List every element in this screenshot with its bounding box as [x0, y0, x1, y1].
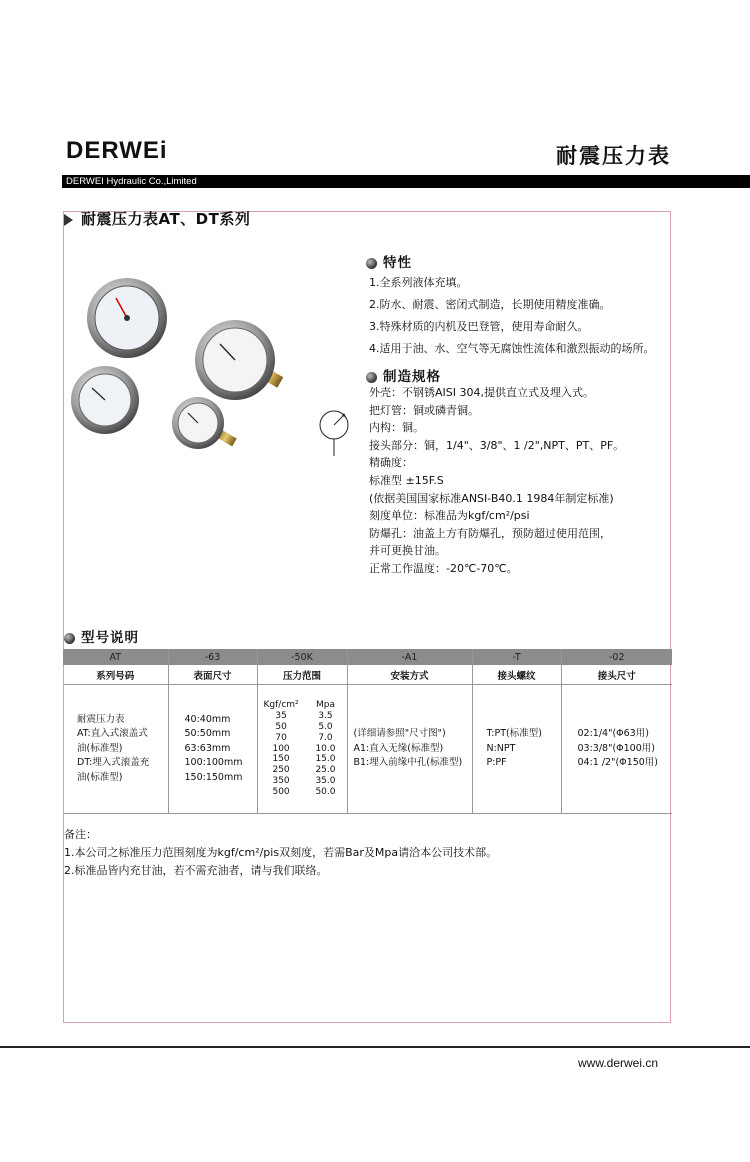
thread-cell: T:PT(标准型) N:NPT P:PF [472, 685, 561, 814]
mpa-column: Mpa 3.5 5.0 7.0 10.0 15.0 25.0 35.0 50.0 [315, 700, 336, 797]
website-link[interactable]: www.derwei.cn [578, 1056, 659, 1070]
range-cell [257, 685, 347, 814]
code-cell: -A1 [347, 649, 472, 665]
company-name: DERWEI Hydraulic Co.,Limited [66, 176, 197, 187]
note-item: 2.标准品皆内充甘油，若不需充油者，请与我们联络。 [64, 864, 328, 877]
kgf-column: Kgf/cm² 35 50 70 100 150 250 350 500 [263, 700, 299, 797]
footer-divider [0, 1046, 750, 1048]
spec-line: 标准型 ±15F.S [369, 473, 444, 487]
page-title: 耐震压力表 [556, 144, 671, 168]
spec-line: 并可更换甘油。 [369, 544, 446, 558]
brand-logo: DERWEi [66, 137, 168, 164]
code-cell: -02 [561, 649, 672, 665]
gauge-large-front [195, 320, 283, 400]
label-cell: 接头螺纹 [472, 665, 561, 685]
label-cell: 压力范围 [257, 665, 347, 685]
triangle-icon [64, 214, 73, 226]
conn-size-cell: 02:1/4"(Φ63用) 03:3/8"(Φ100用) 04:1 /2"(Φ150用) [561, 685, 672, 814]
spec-line: 把灯管：铜或磷青铜。 [369, 403, 479, 417]
gauge-flange [71, 366, 139, 434]
spec-line: 刻度单位：标准品为kgf/cm²/psi [369, 509, 530, 523]
gauge-large-back [87, 278, 167, 358]
features-list [369, 274, 655, 358]
feature-item: 1.全系列液体充填。 [369, 276, 468, 289]
label-cell: 安装方式 [347, 665, 472, 685]
spec-line: 内构：铜。 [369, 421, 424, 435]
code-cell: AT [63, 649, 168, 665]
product-photo [70, 270, 290, 460]
feature-item: 2.防水、耐震、密闭式制造，长期使用精度准确。 [369, 298, 611, 311]
spec-line: (依据美国国家标准ANSI-B40.1 1984年制定标准) [369, 491, 614, 505]
spec-line: 防爆孔：油盖上方有防爆孔，预防超过使用范围， [369, 526, 611, 540]
dial-diagram [318, 408, 352, 458]
section-title: 耐震压力表AT、DT系列 [64, 208, 250, 229]
bullet-icon [64, 633, 75, 644]
code-cell: -63 [168, 649, 257, 665]
model-table [63, 649, 672, 814]
note-item: 1.本公司之标准压力范围刻度为kgf/cm²/pis双刻度，若需Bar及Mpa请洽本公司技术部。 [64, 846, 498, 859]
series-cell: 耐震压力表 AT:直入式滚盖式 油(标准型) DT:埋入式滚盖充 油(标准型) [63, 685, 168, 814]
spec-line: 接头部分：铜，1/4"、3/8"、1 /2",NPT、PT、PF。 [369, 438, 625, 452]
features-heading: 特性 [366, 251, 412, 271]
notes-heading: 备注： [64, 828, 97, 841]
code-cell: -T [472, 649, 561, 665]
mounting-cell: (详细请参照"尺寸图") A1:直入无缘(标准型) B1:埋入前缘中孔(标准型) [347, 685, 472, 814]
spec-line: 精确度： [369, 456, 413, 470]
size-cell: 40:40mm 50:50mm 63:63mm 100:100mm 150:150mm [168, 685, 257, 814]
bullet-icon [366, 372, 377, 383]
label-cell: 表面尺寸 [168, 665, 257, 685]
specs-list [369, 384, 624, 578]
notes [64, 826, 497, 880]
bullet-icon [366, 258, 377, 269]
feature-item: 4.适用于油、水、空气等无腐蚀性流体和激烈振动的场所。 [369, 342, 655, 355]
spec-line: 外壳：不钢锈AISI 304,提供直立式及埋入式。 [369, 386, 594, 399]
specs-heading: 制造规格 [366, 365, 441, 385]
label-cell: 系列号码 [63, 665, 168, 685]
label-cell: 接头尺寸 [561, 665, 672, 685]
code-cell: -50K [257, 649, 347, 665]
header-bar [62, 175, 750, 188]
feature-item: 3.特殊材质的内机及巴登管，使用寿命耐久。 [369, 320, 589, 333]
model-heading: 型号说明 [64, 626, 139, 646]
gauge-small [172, 397, 237, 449]
spec-line: 正常工作温度：-20℃-70℃。 [369, 561, 518, 575]
